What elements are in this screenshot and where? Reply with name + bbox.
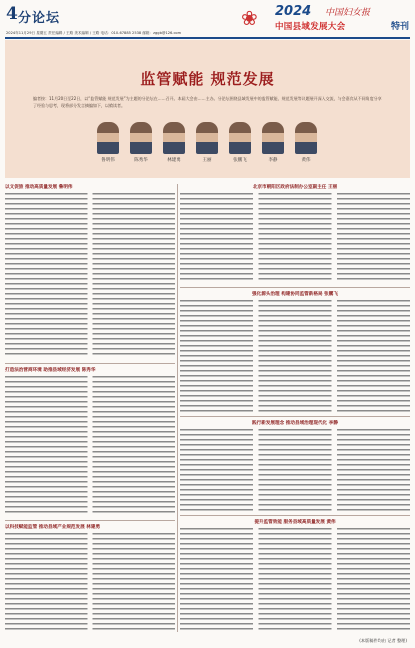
speaker xyxy=(128,122,154,174)
article-headline: 以科技赋能监管 推动县域产业规范发展 林建勇 xyxy=(5,525,101,530)
brand-block xyxy=(239,3,409,33)
article-headline: 打造法治营商环境 助推县域经济发展 陈秀华 xyxy=(5,368,96,373)
speaker xyxy=(227,122,253,174)
article-body xyxy=(180,300,410,412)
column-divider xyxy=(177,184,178,632)
speaker-name: 李静 xyxy=(268,158,278,163)
speaker xyxy=(95,122,121,174)
divider xyxy=(180,287,410,288)
avatar xyxy=(97,122,119,154)
speaker-name: 张鹏飞 xyxy=(233,158,247,163)
divider xyxy=(180,515,410,516)
masthead-rule xyxy=(5,37,410,39)
speaker-name: 黄伟 xyxy=(301,158,311,163)
article xyxy=(5,367,175,517)
banner-title: 监管赋能 规范发展 xyxy=(140,70,275,88)
feature-banner xyxy=(5,40,410,178)
avatar xyxy=(295,122,317,154)
footer-note: (本版稿件均由 记者 整理) xyxy=(359,638,407,643)
masthead-info: 2024年11月29日 星期五 责任编辑 / 王路 美术编辑 / 王路 电话：010-67885 2538 邮箱：zggb@126.com xyxy=(6,31,182,35)
masthead xyxy=(0,0,415,40)
article-body xyxy=(180,193,410,283)
avatar xyxy=(229,122,251,154)
avatar xyxy=(163,122,185,154)
article-body xyxy=(180,528,410,631)
article xyxy=(180,291,410,413)
article xyxy=(180,420,410,512)
avatar xyxy=(262,122,284,154)
article-headline: 提升监管效能 服务县域高质量发展 黄伟 xyxy=(254,520,336,525)
speaker xyxy=(194,122,220,174)
special-label: 特刊 xyxy=(390,22,409,32)
article xyxy=(5,184,175,360)
paper-logo-icon: ❀ xyxy=(241,6,258,30)
article-headline: 强化源头治理 构建协同监管新格局 张鹏飞 xyxy=(252,292,338,297)
speaker xyxy=(260,122,286,174)
article-body xyxy=(5,193,175,358)
article-body xyxy=(5,376,175,516)
divider xyxy=(180,416,410,417)
avatar xyxy=(130,122,152,154)
speaker-portraits xyxy=(95,122,323,174)
article-headline: 践行新发展理念 推动县域治理现代化 李静 xyxy=(252,421,338,426)
article-body xyxy=(180,429,410,511)
speaker-name: 林建勇 xyxy=(167,158,181,163)
avatar xyxy=(196,122,218,154)
speaker-name: 陈秀华 xyxy=(134,158,148,163)
article xyxy=(5,524,175,632)
article-headline: 北京市朝阳区政府法制办公室副主任 王丽 xyxy=(252,185,338,190)
left-column xyxy=(5,184,175,632)
section-number: 4 xyxy=(6,4,18,24)
section-name: 分论坛 xyxy=(18,11,61,26)
speaker xyxy=(161,122,187,174)
paper-name: 中国妇女报 xyxy=(325,8,371,18)
article xyxy=(180,184,410,284)
article-headline: 以文促旅 推动高质量发展 鲁明伟 xyxy=(5,185,73,190)
speaker-name: 王丽 xyxy=(202,158,212,163)
speaker xyxy=(293,122,319,174)
divider xyxy=(5,520,175,521)
divider xyxy=(5,363,175,364)
event-name: 中国县域发展大会 xyxy=(275,22,346,32)
editor-note: 编者按：11月20日至22日，以“监管赋能 规范发展”为主题的分论坛在……召开。本届大会由……主办。分论坛围绕县域发展中的监管赋能、规范发展等议题展开深入交流，与会嘉宾从不同角度分享了经验与思考，现将部分发言摘编如下，以飨读者。 xyxy=(33,96,382,108)
speaker-name: 鲁明伟 xyxy=(101,158,115,163)
article-body xyxy=(5,533,175,631)
article xyxy=(180,519,410,632)
brand-year: 2024 xyxy=(275,4,312,19)
right-column xyxy=(180,184,410,632)
